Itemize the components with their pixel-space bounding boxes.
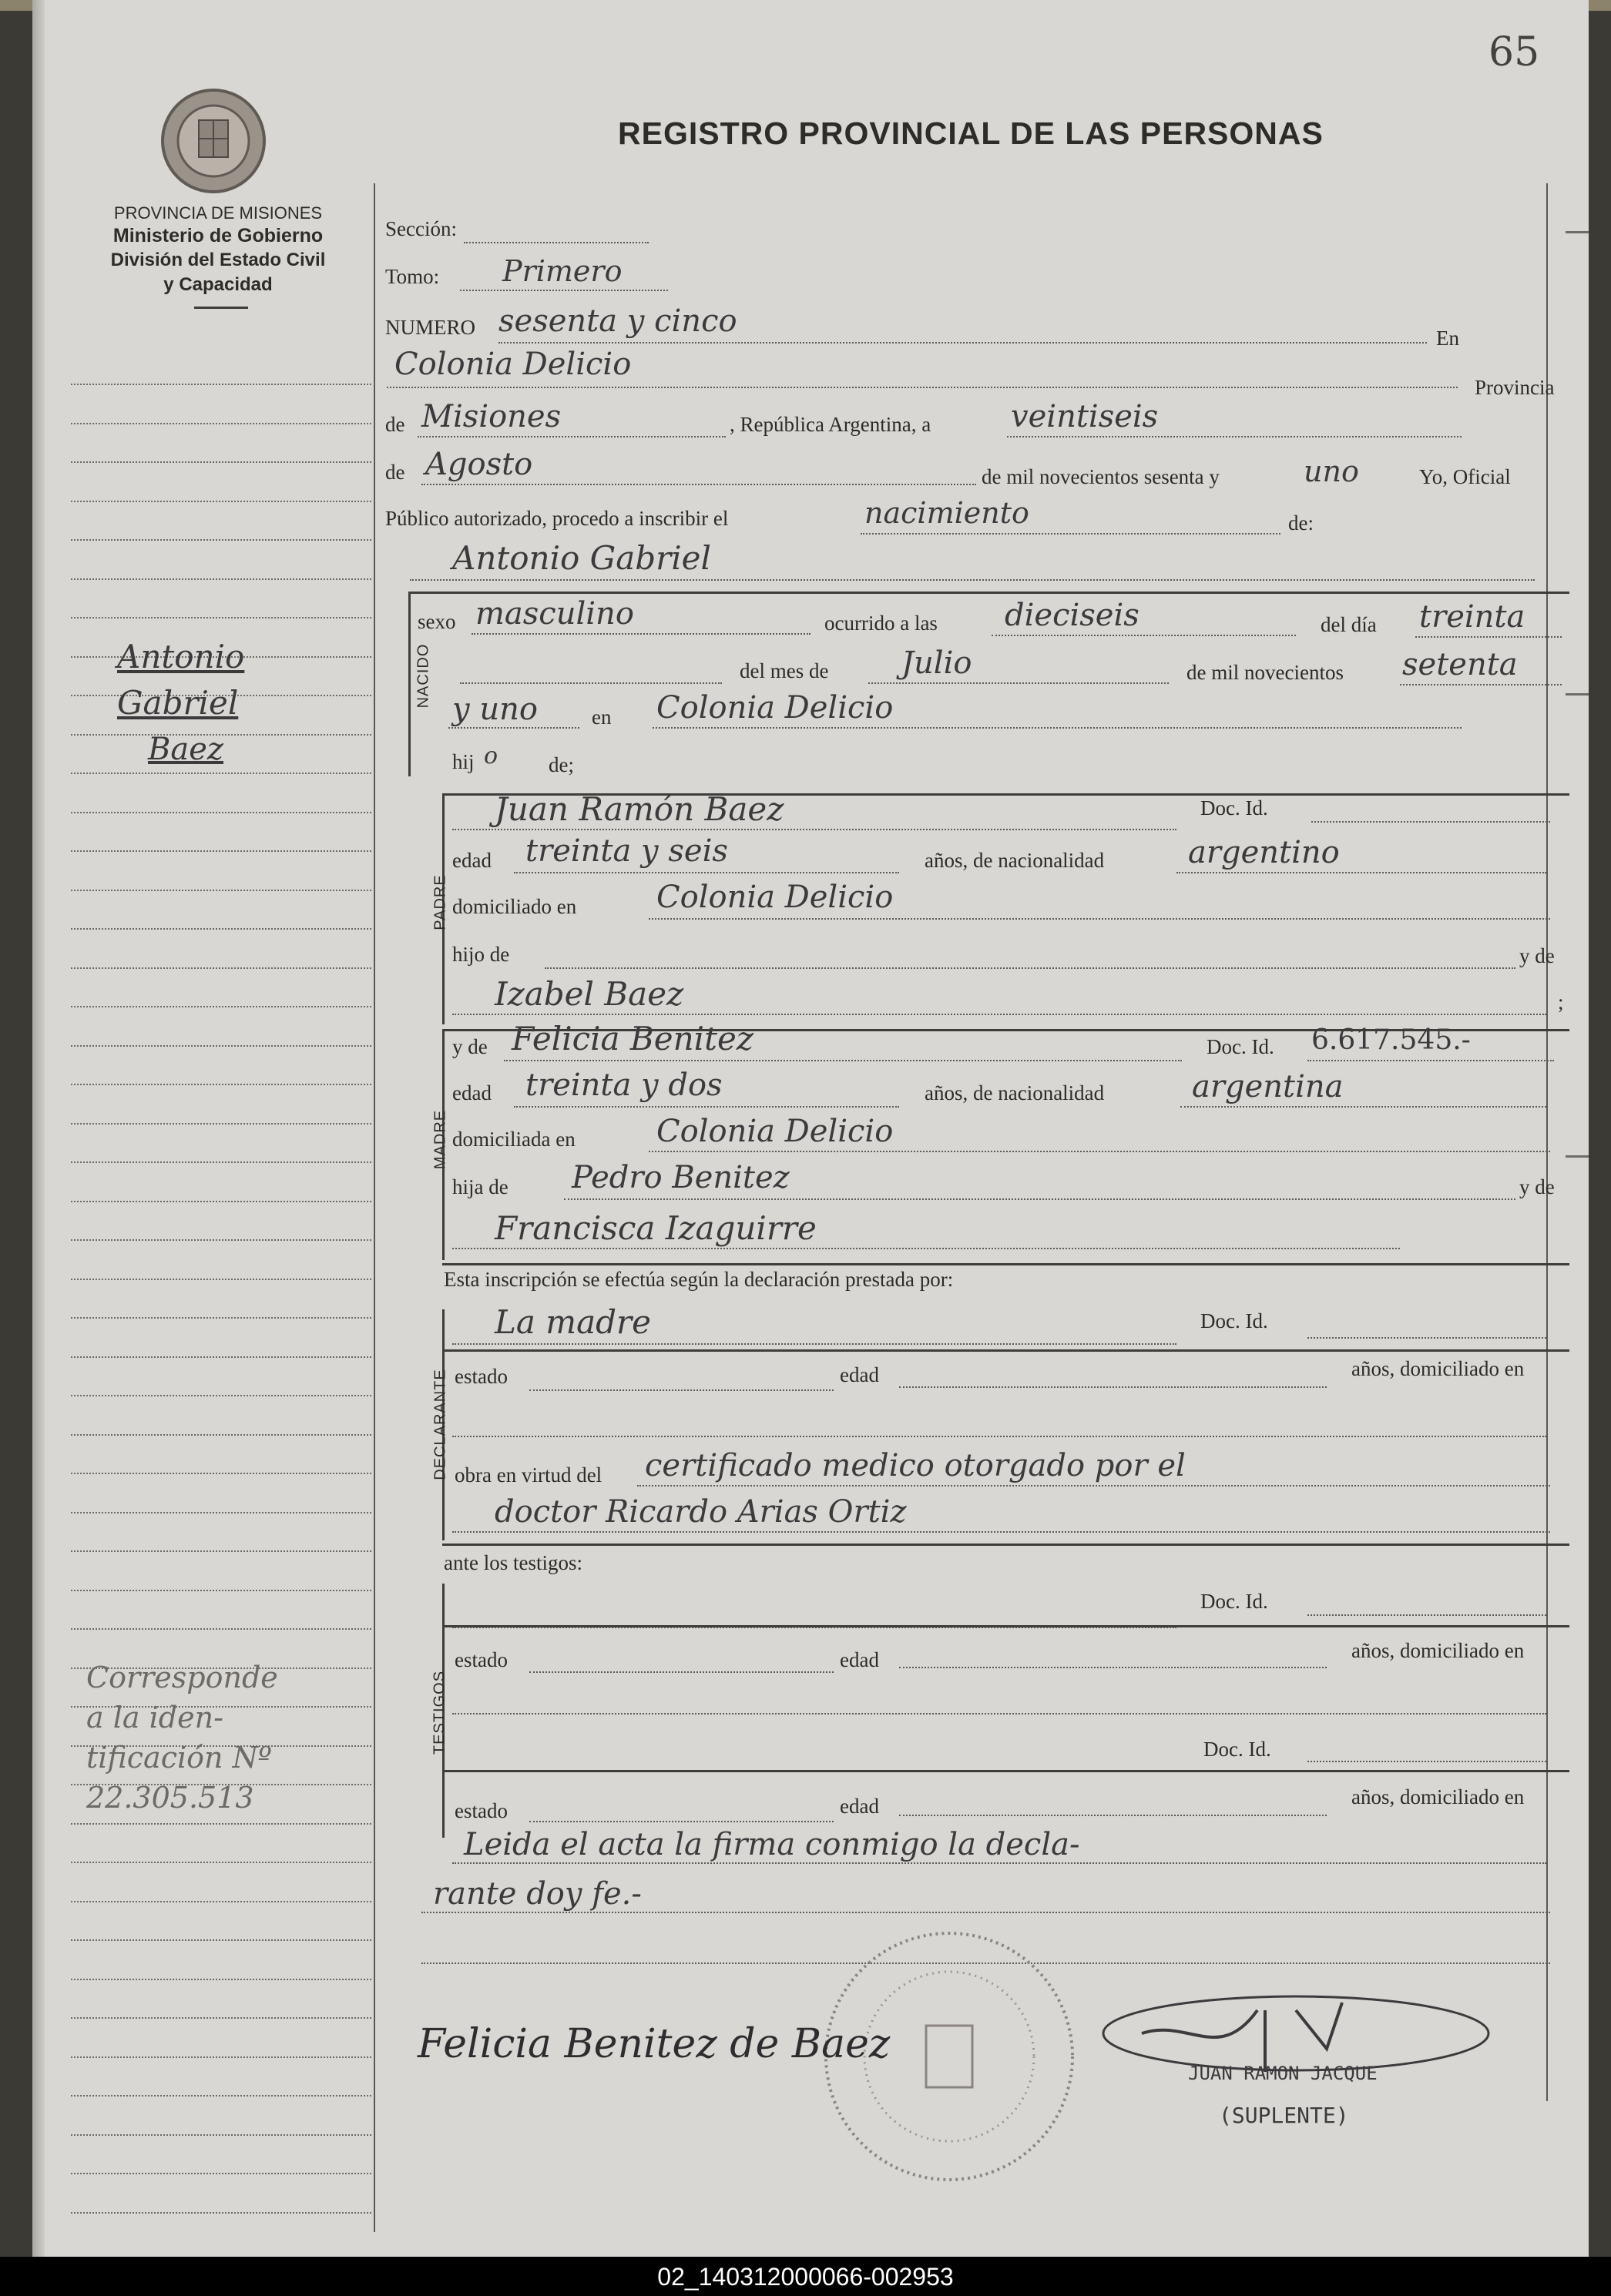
madre-padre-value: Pedro Benitez (572, 1160, 790, 1195)
year-label: de mil novecientos sesenta y (982, 465, 1220, 488)
testigo1-doc-label: Doc. Id. (1200, 1590, 1268, 1613)
margin-rule-line (71, 773, 371, 774)
declarante-edad-line (899, 1386, 1327, 1388)
margin-rule-line (71, 1939, 371, 1941)
madre-madre-value: Francisca Izaguirre (495, 1209, 817, 1247)
margin-id-line-4: 22.305.513 (86, 1781, 254, 1815)
dia-label: del día (1321, 613, 1377, 636)
margin-rule-line (71, 617, 371, 618)
margin-rule-line (71, 812, 371, 813)
right-border (1546, 183, 1548, 2101)
margin-rule-line (71, 1045, 371, 1047)
oficial-label: Yo, Oficial (1419, 465, 1511, 488)
seccion-label: Sección: (385, 217, 457, 240)
place-line (387, 387, 1458, 388)
en-nacido-label: en (592, 706, 612, 729)
month-line (421, 484, 976, 485)
nacido-bracket (408, 592, 411, 776)
provincia-label: Provincia (1475, 376, 1555, 399)
madre-section-label: MADRE (431, 1109, 449, 1170)
issuer-rule (194, 307, 248, 309)
margin-rule-line (71, 1239, 371, 1241)
declarante-name-line (452, 1343, 1176, 1345)
numero-value: sesenta y cinco (498, 303, 737, 339)
closing-line-1: Leida el acta la firma conmigo la decla- (464, 1827, 1080, 1862)
margin-rule-line (71, 501, 371, 502)
margin-id-line-1: Corresponde (86, 1661, 278, 1694)
margin-rule-line (71, 2134, 371, 2136)
margin-rule-line (71, 1279, 371, 1280)
issuer-ministry: Ministerio de Gobierno (112, 225, 324, 246)
margin-rule-line (71, 850, 371, 852)
testigo1-estado-label: estado (455, 1648, 508, 1671)
sexo-value: masculino (475, 596, 634, 632)
padre-yde-label: y de (1519, 944, 1555, 967)
declarante-dom-line (452, 1436, 1546, 1437)
margin-rule-line (71, 1473, 371, 1474)
padre-dom-value: Colonia Delicio (656, 880, 894, 915)
declarante-estado-line (529, 1389, 834, 1391)
obra-value-2: doctor Ricardo Arias Ortiz (495, 1494, 907, 1530)
margin-id-line-3: tificación Nº (86, 1741, 272, 1775)
madre-nac-value: argentina (1192, 1069, 1344, 1104)
issuer-capacity: y Capacidad (163, 274, 273, 295)
testigos-section-label: TESTIGOS (431, 1670, 448, 1755)
margin-rule-line (71, 2095, 371, 2097)
nacido-top-rule (408, 592, 1569, 594)
margin-divider (374, 183, 375, 2232)
closing-line-rule-2 (421, 1912, 1550, 1913)
margin-rule-line (71, 1862, 371, 1863)
margin-rule-line (71, 928, 371, 930)
margin-rule-line (71, 967, 371, 969)
de3-label: de: (1288, 511, 1314, 535)
padre-section-label: PADRE (431, 874, 449, 930)
margin-id-line-2: a la iden- (86, 1701, 223, 1735)
margin-name-line-3: Baez (148, 732, 223, 767)
publico-label: Público autorizado, procedo a inscribir el (385, 507, 729, 530)
declarante-name: La madre (495, 1303, 651, 1341)
dia-value: treinta (1419, 599, 1525, 635)
de2-label: de (385, 461, 405, 484)
issuer-province: PROVINCIA DE MISIONES (113, 203, 323, 223)
day-line (1007, 436, 1462, 437)
margin-rule-line (71, 1123, 371, 1125)
padre-madre-value: Izabel Baez (495, 975, 684, 1013)
testigo2-edad-line (899, 1815, 1327, 1816)
hora-line (992, 635, 1296, 636)
madre-doc-label: Doc. Id. (1207, 1035, 1274, 1058)
hijo-de-label: de; (549, 753, 574, 776)
madre-nac-line (1180, 1106, 1546, 1108)
madre-madre-line (452, 1248, 1400, 1249)
madre-dom-line (649, 1151, 1550, 1152)
margin-rule-line (71, 1395, 371, 1396)
padre-doc-label: Doc. Id. (1200, 796, 1268, 820)
anio2-line (448, 727, 579, 729)
anio-label: de mil novecientos (1186, 661, 1344, 684)
footer-id: 02_140312000066-002953 (657, 2263, 954, 2291)
provincia-value: Misiones (421, 399, 562, 434)
testigo2-rule (442, 1770, 1569, 1772)
margin-rule-line (71, 1434, 371, 1436)
seccion-line (464, 242, 649, 243)
padre-name-line (452, 829, 1176, 830)
testigo2-dom-label: años, domiciliado en (1351, 1785, 1525, 1808)
padre-doc-line (1311, 821, 1550, 823)
registry-page (32, 0, 1589, 2257)
numero-label: NUMERO (385, 316, 476, 339)
madre-name: Felicia Benitez (512, 1020, 753, 1058)
margin-rule-line (71, 1628, 371, 1630)
padre-edad-value: treinta y seis (525, 833, 728, 869)
madre-dom-value: Colonia Delicio (656, 1114, 894, 1149)
margin-rule-line (71, 1550, 371, 1552)
testigo2-doc-line (1307, 1761, 1546, 1762)
year-value: uno (1304, 454, 1359, 488)
declarante-top-rule (442, 1263, 1569, 1265)
tomo-label: Tomo: (385, 265, 440, 288)
madre-edad-line (514, 1106, 899, 1108)
edge-mark (1566, 1155, 1589, 1158)
declarante-rule (442, 1349, 1569, 1352)
madre-doc-value: 6.617.545.- (1311, 1024, 1471, 1056)
margin-rule-line (71, 890, 371, 891)
declarante-intro: Esta inscripción se efectúa según la declaración prestada por: (444, 1268, 954, 1291)
padre-dom-line (649, 918, 1550, 920)
mes-line (868, 682, 1169, 684)
margin-rule-line (71, 1901, 371, 1902)
madre-edad-label: edad (452, 1081, 492, 1104)
tomo-line (460, 290, 668, 291)
obra-value: certificado medico otorgado por el (645, 1448, 1186, 1483)
declarante-section-label: DECLARANTE (431, 1369, 449, 1480)
margin-rule-line (71, 2212, 371, 2214)
margin-rule-line (71, 1201, 371, 1202)
margin-rule-line (71, 1006, 371, 1007)
sexo-label: sexo (418, 610, 456, 633)
margin-rule-line (71, 1084, 371, 1085)
declarante-dom-label: años, domiciliado en (1351, 1357, 1525, 1380)
closing-line-rule-1 (452, 1862, 1546, 1864)
margin-rule-line (71, 2056, 371, 2058)
official-role: (SUPLENTE) (1219, 2103, 1349, 2128)
hijo-suffix: o (484, 742, 498, 769)
mes-value: Julio (901, 645, 972, 681)
edge-mark (1566, 693, 1589, 696)
margin-rule-line (71, 2017, 371, 2019)
padre-hijo-line (545, 967, 1515, 969)
en-label: En (1436, 327, 1459, 350)
mes-label: del mes de (740, 659, 829, 682)
acto-line (861, 533, 1280, 535)
madre-nac-label: años, de nacionalidad (925, 1081, 1105, 1104)
anio-value-2: y uno (452, 692, 538, 727)
ocurrido-label: ocurrido a las (824, 612, 938, 635)
margin-name-line-2: Gabriel (117, 684, 239, 722)
testigo2-estado-line (529, 1821, 834, 1822)
provincia-line (418, 436, 726, 437)
declarante-signature: Felicia Benitez de Baez (418, 2021, 891, 2067)
month-value: Agosto (425, 447, 533, 482)
inscribed-name: Antonio Gabriel (452, 539, 711, 577)
padre-madre-line (452, 1014, 1546, 1015)
binding-fold (32, 0, 45, 2257)
republica-label: , República Argentina, a (730, 413, 931, 436)
madre-yde2-label: y de (1519, 1175, 1555, 1198)
madre-yde-label: y de (452, 1035, 488, 1058)
margin-rule-line (71, 423, 371, 424)
acto-value: nacimiento (864, 496, 1029, 530)
margin-rule-line (71, 384, 371, 385)
margin-rule-line (71, 1590, 371, 1591)
anio-line (1400, 684, 1562, 685)
testigo1-edad-label: edad (840, 1648, 879, 1671)
declarante-doc-label: Doc. Id. (1200, 1309, 1268, 1332)
margin-rule-line (71, 539, 371, 541)
madre-name-line (504, 1060, 1182, 1061)
padre-edad-label: edad (452, 849, 492, 872)
obra-line (637, 1485, 1550, 1487)
hora-value: dieciseis (1005, 598, 1139, 633)
margin-rule-line (71, 1356, 371, 1358)
declarante-edad-label: edad (840, 1363, 879, 1386)
padre-name: Juan Ramón Baez (495, 790, 784, 828)
dia-line (1415, 636, 1562, 638)
testigo1-dom-line (452, 1713, 1546, 1714)
page-title: REGISTRO PROVINCIAL DE LAS PERSONAS (618, 116, 1324, 151)
testigo2-estado-label: estado (455, 1799, 508, 1822)
padre-hijo-label: hijo de (452, 943, 510, 966)
madre-doc-line (1307, 1060, 1554, 1061)
padre-dom-label: domiciliado en (452, 895, 577, 918)
margin-rule-line (71, 2173, 371, 2174)
official-signature (1096, 1987, 1496, 2103)
margin-rule-line (71, 1161, 371, 1163)
nacido-section-label: NACIDO (414, 643, 432, 709)
coat-of-arms-seal (156, 83, 271, 199)
margin-rule-line (71, 1979, 371, 1980)
testigo2-doc-label: Doc. Id. (1203, 1738, 1271, 1761)
de-label: de (385, 413, 405, 436)
padre-edad-line (514, 872, 899, 873)
name-line (410, 579, 1535, 581)
madre-dom-label: domiciliada en (452, 1128, 576, 1151)
edge-mark (1566, 231, 1589, 233)
margin-name-line-1: Antonio (117, 638, 245, 675)
madre-hija-line (564, 1198, 1515, 1200)
testigos-intro: ante los testigos: (444, 1551, 582, 1574)
margin-rule-line (71, 1317, 371, 1319)
lugar-line (653, 727, 1462, 729)
testigo2-edad-label: edad (840, 1795, 879, 1818)
padre-nac-line (1176, 872, 1546, 873)
testigos-top-rule (442, 1544, 1569, 1546)
day-value: veintiseis (1011, 399, 1159, 434)
place-value: Colonia Delicio (394, 347, 632, 382)
anio-value: setenta (1402, 647, 1518, 682)
official-name: JUAN RAMON JACQUE (1188, 2063, 1378, 2084)
madre-hija-label: hija de (452, 1175, 508, 1198)
mes-blank-line (460, 682, 722, 684)
padre-semicolon: ; (1558, 990, 1564, 1014)
testigo1-doc-line (1307, 1614, 1546, 1616)
closing-line-2: rante doy fe.- (433, 1876, 642, 1912)
testigo1-edad-line (899, 1667, 1327, 1668)
margin-rule-line (71, 578, 371, 580)
lugar-value: Colonia Delicio (656, 690, 894, 726)
padre-nac-label: años, de nacionalidad (925, 849, 1105, 872)
madre-edad-value: treinta y dos (525, 1068, 723, 1103)
declarante-doc-line (1307, 1337, 1546, 1339)
testigo1-estado-line (529, 1671, 834, 1673)
padre-nac-value: argentino (1188, 835, 1340, 870)
scan-footer (0, 2257, 1611, 2296)
sexo-line (472, 633, 811, 635)
tomo-value: Primero (502, 254, 623, 288)
testigo1-rule (442, 1625, 1569, 1627)
margin-rule-line (71, 1512, 371, 1513)
margin-rule-line (71, 461, 371, 463)
issuer-division: División del Estado Civil (110, 250, 326, 270)
obra-line-2 (452, 1531, 1550, 1533)
numero-line (498, 342, 1427, 344)
hijo-label: hij (452, 750, 475, 773)
declarante-estado-label: estado (455, 1365, 508, 1388)
obra-label: obra en virtud del (455, 1463, 602, 1487)
testigo1-dom-label: años, domiciliado en (1351, 1639, 1525, 1662)
page-number: 65 (1488, 29, 1540, 75)
margin-rule-line (71, 1823, 371, 1825)
